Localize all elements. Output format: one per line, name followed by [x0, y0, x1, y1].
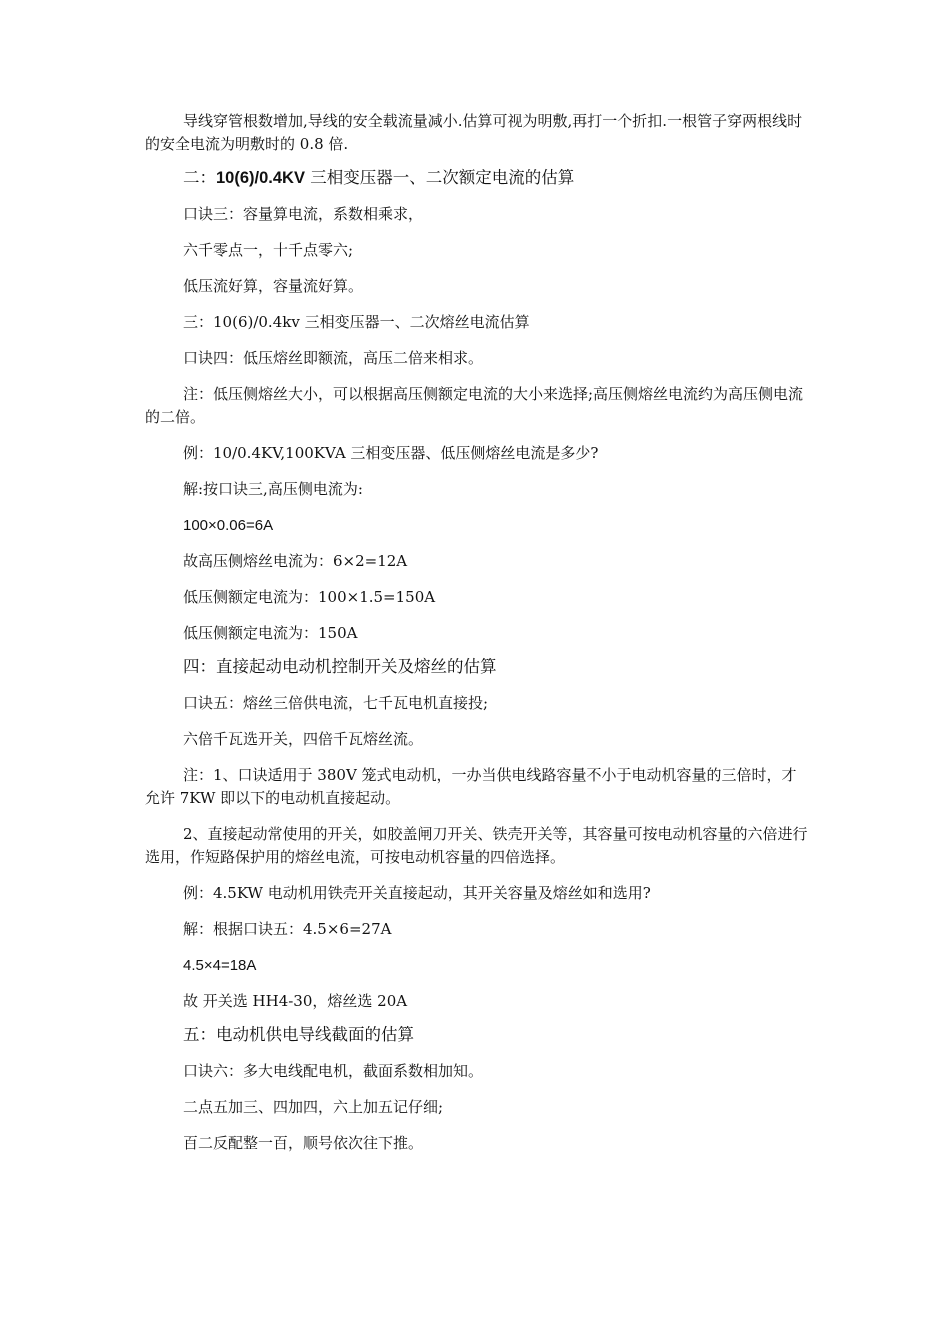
rhyme-five-line-1: 口诀五：熔丝三倍供电流，七千瓦电机直接投;	[183, 694, 489, 712]
rhyme-five-line-2: 六倍千瓦选开关，四倍千瓦熔丝流。	[183, 730, 424, 748]
example-transformer: 例：10/0.4KV,100KVA 三相变压器、低压侧熔丝电流是多少?	[183, 444, 599, 462]
rhyme-six-line-2: 二点五加三、四加四，六上加五记仔细;	[183, 1098, 444, 1116]
heading-bold-rating: 10(6)/0.4KV	[216, 169, 305, 187]
motor-solution-line-2: 4.5×4=18A	[183, 957, 257, 974]
rhyme-three-line-1: 口诀三：容量算电流，系数相乘求，	[183, 205, 424, 223]
solution-line-3: 故高压侧熔丝电流为：6×2=12A	[183, 552, 408, 570]
heading-text: 三相变压器一、二次额定电流的估算	[304, 168, 575, 187]
motor-solution-line-3: 故 开关选 HH4-30，熔丝选 20A	[183, 992, 408, 1010]
solution-line-1: 解:按口诀三,高压侧电流为:	[183, 480, 363, 498]
heading-prefix: 二：	[183, 168, 216, 187]
rhyme-three-line-3: 低压流好算，容量流好算。	[183, 277, 364, 295]
rhyme-three-line-2: 六千零点一，十千点零六;	[183, 241, 354, 259]
rhyme-six-line-3: 百二反配整一百，顺号依次往下推。	[183, 1134, 424, 1152]
rhyme-four: 口诀四：低压熔丝即额流，高压二倍来相求。	[183, 349, 484, 367]
section-heading-motor-wire: 五：电动机供电导线截面的估算	[183, 1025, 414, 1044]
solution-line-2: 100×0.06=6A	[183, 517, 274, 534]
motor-solution-line-1: 解：根据口诀五：4.5×6=27A	[183, 920, 392, 938]
section-heading-transformer-current	[145, 166, 810, 190]
paragraph-motor-note-2: 2、直接起动常使用的开关，如胶盖闸刀开关、铁壳开关等，其容量可按电动机容量的六倍进行选用，作短路保护用的熔丝电流，可按电动机容量的四倍选择。	[145, 825, 808, 866]
paragraph-conduit-note: 导线穿管根数增加,导线的安全载流量减小.估算可视为明敷,再打一个折扣.一根管子穿两根线时的安全电流为明敷时的 0.8 倍.	[145, 112, 803, 153]
paragraph-fuse-note: 注：低压侧熔丝大小，可以根据高压侧额定电流的大小来选择;高压侧熔丝电流约为高压侧电流的二倍。	[145, 385, 804, 426]
rhyme-six-line-1: 口诀六：多大电线配电机，截面系数相加知。	[183, 1062, 484, 1080]
paragraph-motor-note-1: 注：1、口诀适用于 380V 笼式电动机，一办当供电线路容量不小于电动机容量的三倍时，才允许 7KW 即以下的电动机直接起动。	[145, 766, 797, 807]
solution-line-4: 低压侧额定电流为：100×1.5=150A	[183, 588, 436, 606]
solution-line-5: 低压侧额定电流为：150A	[183, 624, 358, 642]
example-motor: 例：4.5KW 电动机用铁壳开关直接起动，其开关容量及熔丝如和选用?	[183, 884, 651, 902]
section-heading-fuse-current: 三：10(6)/0.4kv 三相变压器一、二次熔丝电流估算	[183, 313, 530, 331]
section-heading-motor-switch: 四：直接起动电动机控制开关及熔丝的估算	[183, 657, 497, 676]
document-page	[145, 110, 810, 1155]
